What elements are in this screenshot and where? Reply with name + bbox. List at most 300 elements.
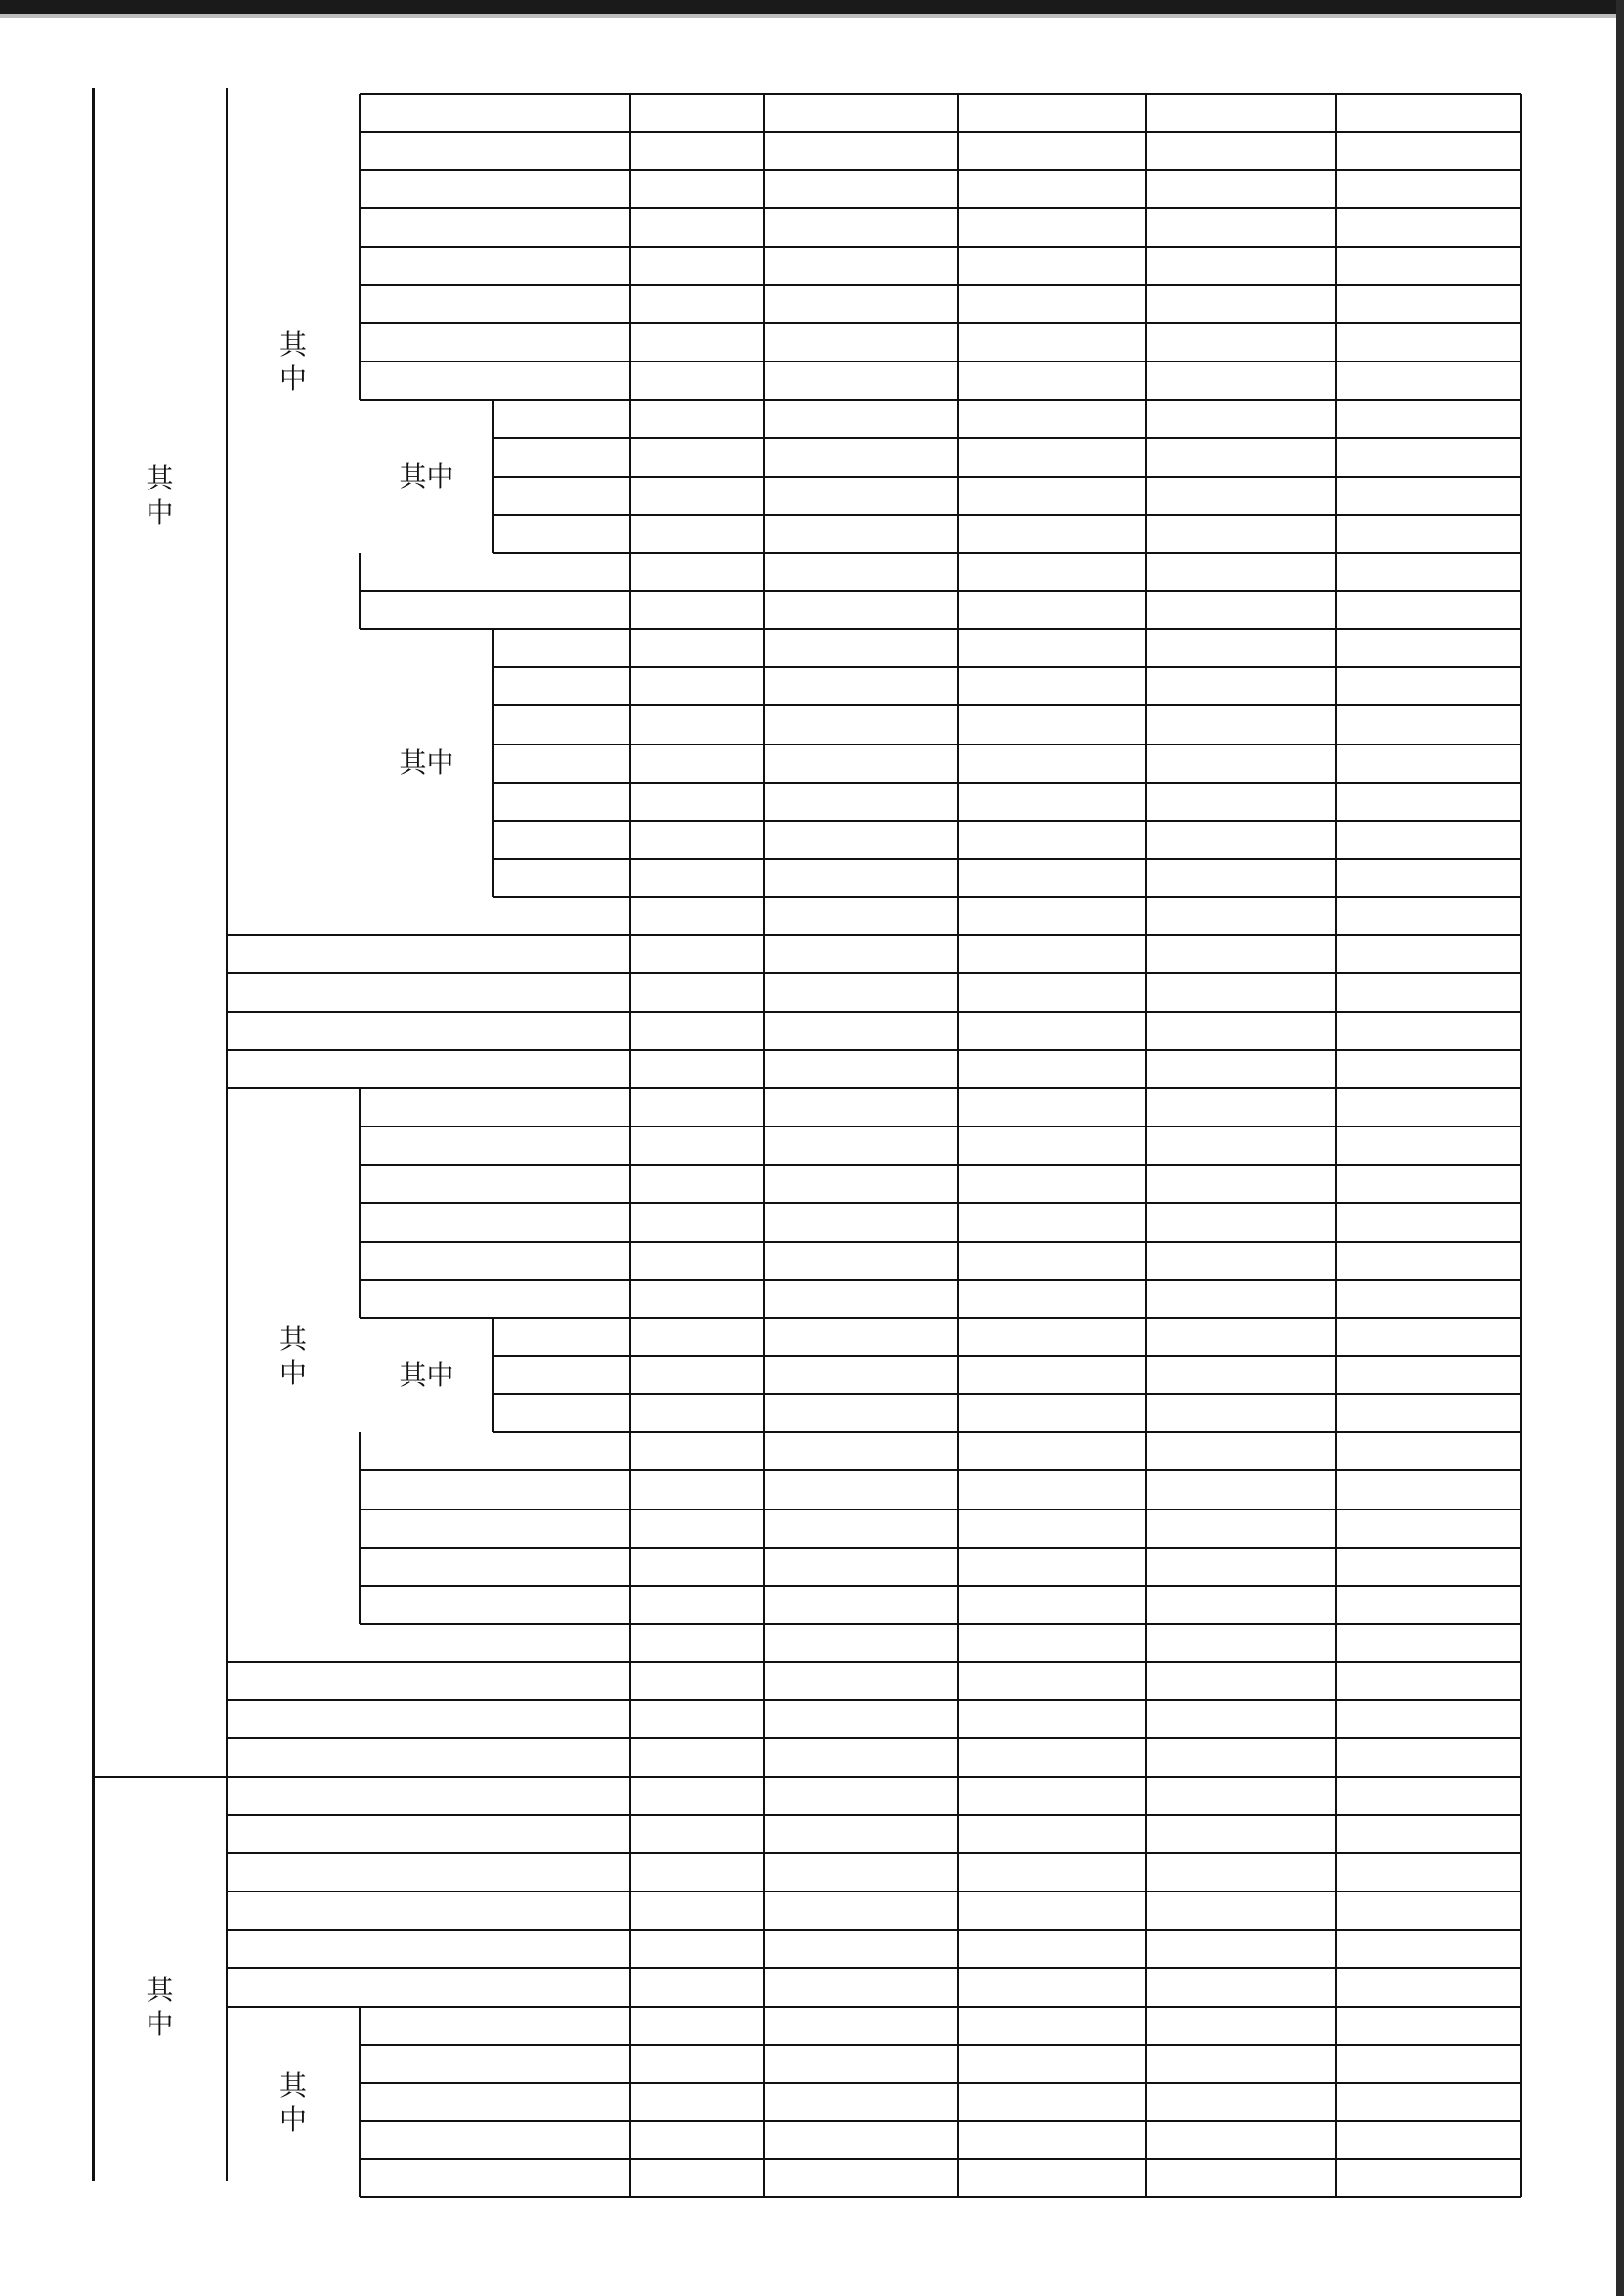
value-cell[interactable] — [1146, 1815, 1336, 1853]
row-label — [229, 897, 628, 935]
value-cell[interactable] — [764, 1470, 958, 1509]
row-label — [229, 973, 628, 1012]
value-cell[interactable] — [1146, 2121, 1336, 2159]
value-cell[interactable] — [1336, 935, 1521, 973]
value-cell[interactable] — [1146, 2159, 1336, 2197]
value-cell[interactable] — [1336, 705, 1521, 744]
value-cell[interactable] — [958, 1012, 1146, 1050]
value-cell[interactable] — [1336, 1280, 1521, 1318]
value-cell[interactable] — [1146, 361, 1336, 400]
value-cell[interactable] — [958, 208, 1146, 247]
row-label — [362, 1509, 628, 1548]
value-cell[interactable] — [764, 1548, 958, 1586]
row-line-number — [630, 1088, 764, 1127]
row-label — [495, 821, 628, 859]
row-label — [362, 1165, 628, 1203]
row-label — [362, 2045, 628, 2083]
value-cell[interactable] — [764, 705, 958, 744]
value-cell[interactable] — [764, 515, 958, 553]
value-cell[interactable] — [1146, 1509, 1336, 1548]
value-cell[interactable] — [764, 170, 958, 208]
value-cell[interactable] — [958, 744, 1146, 783]
value-cell[interactable] — [1146, 132, 1336, 170]
row-label — [229, 1853, 628, 1892]
value-cell[interactable] — [1336, 1548, 1521, 1586]
row-label — [229, 1892, 628, 1930]
row-label — [362, 2007, 628, 2045]
value-cell[interactable] — [764, 2007, 958, 2045]
value-cell[interactable] — [958, 2083, 1146, 2121]
value-cell[interactable] — [958, 1127, 1146, 1165]
value-cell[interactable] — [958, 2007, 1146, 2045]
value-cell[interactable] — [958, 1280, 1146, 1318]
value-cell[interactable] — [764, 1127, 958, 1165]
value-cell[interactable] — [958, 1930, 1146, 1968]
value-cell[interactable] — [958, 2159, 1146, 2197]
value-cell[interactable] — [958, 1203, 1146, 1242]
row-line-number — [630, 1777, 764, 1815]
value-cell[interactable] — [1336, 1012, 1521, 1050]
value-cell[interactable] — [1146, 208, 1336, 247]
value-cell[interactable] — [1336, 1165, 1521, 1203]
value-cell[interactable] — [764, 1242, 958, 1280]
value-cell[interactable] — [958, 1586, 1146, 1624]
row-line-number — [630, 1586, 764, 1624]
value-cell[interactable] — [1146, 2083, 1336, 2121]
value-cell[interactable] — [1336, 973, 1521, 1012]
value-cell[interactable] — [958, 477, 1146, 515]
row-label — [229, 1930, 628, 1968]
value-cell[interactable] — [764, 859, 958, 897]
row-label — [229, 1624, 628, 1662]
value-cell[interactable] — [1146, 1165, 1336, 1203]
value-cell[interactable] — [764, 1050, 958, 1088]
value-cell[interactable] — [1336, 515, 1521, 553]
value-cell[interactable] — [1336, 1432, 1521, 1470]
value-cell[interactable] — [764, 935, 958, 973]
value-cell[interactable] — [1146, 477, 1336, 515]
value-cell[interactable] — [1146, 553, 1336, 591]
value-cell[interactable] — [1336, 1050, 1521, 1088]
value-cell[interactable] — [764, 208, 958, 247]
value-cell[interactable] — [1146, 170, 1336, 208]
value-cell[interactable] — [764, 1700, 958, 1738]
value-cell[interactable] — [764, 94, 958, 132]
value-cell[interactable] — [1336, 1088, 1521, 1127]
value-cell[interactable] — [764, 2083, 958, 2121]
value-cell[interactable] — [1146, 1738, 1336, 1777]
row-line-number — [630, 1624, 764, 1662]
value-cell[interactable] — [1336, 667, 1521, 705]
row-label — [362, 1432, 628, 1470]
row-label — [229, 1968, 628, 2007]
qizhong-label: 其中 — [399, 747, 454, 778]
grid-line — [629, 94, 631, 2197]
value-cell[interactable] — [1146, 2045, 1336, 2083]
value-cell[interactable] — [958, 1700, 1146, 1738]
value-cell[interactable] — [958, 1662, 1146, 1700]
value-cell[interactable] — [1146, 705, 1336, 744]
row-line-number — [630, 553, 764, 591]
value-cell[interactable] — [1146, 1662, 1336, 1700]
row-line-number — [630, 2045, 764, 2083]
value-cell[interactable] — [1336, 1509, 1521, 1548]
value-cell[interactable] — [1146, 1050, 1336, 1088]
value-cell[interactable] — [958, 1088, 1146, 1127]
row-line-number — [630, 1700, 764, 1738]
value-cell[interactable] — [764, 1815, 958, 1853]
value-cell[interactable] — [764, 591, 958, 629]
value-cell[interactable] — [1146, 821, 1336, 859]
row-line-number — [630, 1470, 764, 1509]
row-line-number — [630, 1892, 764, 1930]
value-cell[interactable] — [1146, 438, 1336, 477]
value-cell[interactable] — [1146, 1242, 1336, 1280]
value-cell[interactable] — [958, 783, 1146, 821]
value-cell[interactable] — [1336, 361, 1521, 400]
row-label — [495, 629, 628, 667]
value-cell[interactable] — [764, 1280, 958, 1318]
value-cell[interactable] — [958, 2121, 1146, 2159]
value-cell[interactable] — [958, 515, 1146, 553]
value-cell[interactable] — [1146, 1470, 1336, 1509]
value-cell[interactable] — [1146, 1356, 1336, 1394]
value-cell[interactable] — [958, 361, 1146, 400]
value-cell[interactable] — [1336, 2121, 1521, 2159]
value-cell[interactable] — [958, 1853, 1146, 1892]
row-label — [362, 1586, 628, 1624]
value-cell[interactable] — [958, 1242, 1146, 1280]
value-cell[interactable] — [958, 1624, 1146, 1662]
value-cell[interactable] — [958, 1394, 1146, 1432]
row-label — [229, 1012, 628, 1050]
row-line-number — [630, 361, 764, 400]
value-cell[interactable] — [764, 1394, 958, 1432]
value-cell[interactable] — [1336, 1127, 1521, 1165]
value-cell[interactable] — [764, 1853, 958, 1892]
grid-line — [360, 2196, 1521, 2198]
value-cell[interactable] — [1336, 1624, 1521, 1662]
value-cell[interactable] — [958, 667, 1146, 705]
value-cell[interactable] — [764, 400, 958, 438]
row-label — [495, 515, 628, 553]
qizhong-char: 中 — [146, 497, 174, 528]
value-cell[interactable] — [1336, 170, 1521, 208]
value-cell[interactable] — [958, 1892, 1146, 1930]
value-cell[interactable] — [1336, 629, 1521, 667]
row-line-number — [630, 1548, 764, 1586]
row-label — [362, 247, 628, 285]
value-cell[interactable] — [958, 629, 1146, 667]
value-cell[interactable] — [1146, 1394, 1336, 1432]
value-cell[interactable] — [958, 132, 1146, 170]
value-cell[interactable] — [1146, 667, 1336, 705]
value-cell[interactable] — [1336, 2045, 1521, 2083]
value-cell[interactable] — [958, 591, 1146, 629]
qizhong-label: 其中 — [399, 460, 454, 491]
row-label — [495, 1318, 628, 1356]
row-line-number — [630, 285, 764, 323]
value-cell[interactable] — [764, 247, 958, 285]
value-cell[interactable] — [1336, 2083, 1521, 2121]
value-cell[interactable] — [958, 323, 1146, 361]
value-cell[interactable] — [1336, 477, 1521, 515]
row-label — [362, 2083, 628, 2121]
value-cell[interactable] — [1146, 323, 1336, 361]
value-cell[interactable] — [958, 1432, 1146, 1470]
value-cell[interactable] — [764, 783, 958, 821]
value-cell[interactable] — [1336, 247, 1521, 285]
value-cell[interactable] — [764, 2121, 958, 2159]
row-label — [362, 1127, 628, 1165]
value-cell[interactable] — [1146, 1318, 1336, 1356]
row-line-number — [630, 1127, 764, 1165]
row-line-number — [630, 591, 764, 629]
value-cell[interactable] — [958, 1548, 1146, 1586]
value-cell[interactable] — [1146, 1968, 1336, 2007]
value-cell[interactable] — [1336, 2007, 1521, 2045]
value-cell[interactable] — [958, 1318, 1146, 1356]
value-cell[interactable] — [1336, 1930, 1521, 1968]
qizhong-char: 中 — [278, 363, 307, 394]
qizhong-char: 其 — [278, 2069, 307, 2101]
row-label — [362, 361, 628, 400]
value-cell[interactable] — [1146, 1280, 1336, 1318]
value-cell[interactable] — [764, 438, 958, 477]
value-cell[interactable] — [1336, 400, 1521, 438]
row-label — [495, 1356, 628, 1394]
qizhong-char: 其 — [146, 1974, 174, 2005]
value-cell[interactable] — [958, 285, 1146, 323]
value-cell[interactable] — [1336, 553, 1521, 591]
value-cell[interactable] — [764, 1624, 958, 1662]
value-cell[interactable] — [764, 1165, 958, 1203]
value-cell[interactable] — [764, 285, 958, 323]
value-cell[interactable] — [764, 629, 958, 667]
value-cell[interactable] — [764, 1738, 958, 1777]
value-cell[interactable] — [764, 553, 958, 591]
row-line-number — [630, 170, 764, 208]
value-cell[interactable] — [764, 1356, 958, 1394]
value-cell[interactable] — [1146, 1853, 1336, 1892]
grid-line — [957, 94, 959, 2197]
row-line-number — [630, 323, 764, 361]
value-cell[interactable] — [1336, 285, 1521, 323]
value-cell[interactable] — [1336, 859, 1521, 897]
value-cell[interactable] — [958, 1356, 1146, 1394]
row-line-number — [630, 1968, 764, 2007]
value-cell[interactable] — [1146, 94, 1336, 132]
value-cell[interactable] — [1146, 783, 1336, 821]
row-line-number — [630, 1815, 764, 1853]
value-cell[interactable] — [1336, 783, 1521, 821]
value-cell[interactable] — [1146, 973, 1336, 1012]
value-cell[interactable] — [764, 667, 958, 705]
value-cell[interactable] — [764, 132, 958, 170]
row-label — [495, 705, 628, 744]
value-cell[interactable] — [1146, 744, 1336, 783]
value-cell[interactable] — [958, 170, 1146, 208]
value-cell[interactable] — [1336, 1203, 1521, 1242]
value-cell[interactable] — [764, 1586, 958, 1624]
value-cell[interactable] — [1336, 132, 1521, 170]
value-cell[interactable] — [1336, 744, 1521, 783]
row-line-number — [630, 1738, 764, 1777]
value-cell[interactable] — [764, 361, 958, 400]
qizhong-label — [93, 1815, 227, 2197]
value-cell[interactable] — [958, 1470, 1146, 1509]
value-cell[interactable] — [1146, 1012, 1336, 1050]
value-cell[interactable] — [1336, 208, 1521, 247]
value-cell[interactable] — [1146, 1127, 1336, 1165]
value-cell[interactable] — [1146, 1432, 1336, 1470]
row-label — [362, 553, 628, 591]
value-cell[interactable] — [1336, 1700, 1521, 1738]
value-cell[interactable] — [764, 2045, 958, 2083]
value-cell[interactable] — [764, 1968, 958, 2007]
row-line-number — [630, 1318, 764, 1356]
value-cell[interactable] — [764, 1318, 958, 1356]
value-cell[interactable] — [1146, 2007, 1336, 2045]
value-cell[interactable] — [958, 438, 1146, 477]
value-cell[interactable] — [1146, 285, 1336, 323]
value-cell[interactable] — [1336, 1892, 1521, 1930]
value-cell[interactable] — [958, 2045, 1146, 2083]
value-cell[interactable] — [958, 935, 1146, 973]
value-cell[interactable] — [1146, 629, 1336, 667]
row-line-number — [630, 935, 764, 973]
row-label — [495, 667, 628, 705]
value-cell[interactable] — [764, 897, 958, 935]
value-cell[interactable] — [764, 2159, 958, 2197]
value-cell[interactable] — [1336, 1815, 1521, 1853]
value-cell[interactable] — [958, 247, 1146, 285]
value-cell[interactable] — [764, 821, 958, 859]
value-cell[interactable] — [1146, 400, 1336, 438]
qizhong-label — [93, 94, 227, 897]
value-cell[interactable] — [1146, 1777, 1336, 1815]
value-cell[interactable] — [1336, 2159, 1521, 2197]
value-cell[interactable] — [1146, 247, 1336, 285]
row-line-number — [630, 1432, 764, 1470]
value-cell[interactable] — [764, 1012, 958, 1050]
value-cell[interactable] — [764, 1662, 958, 1700]
value-cell[interactable] — [1336, 323, 1521, 361]
qizhong-label — [227, 1088, 360, 1624]
value-cell[interactable] — [958, 973, 1146, 1012]
row-label — [362, 2159, 628, 2197]
value-cell[interactable] — [764, 323, 958, 361]
row-line-number — [630, 1394, 764, 1432]
row-label — [362, 1548, 628, 1586]
value-cell[interactable] — [958, 94, 1146, 132]
value-cell[interactable] — [1336, 1777, 1521, 1815]
value-cell[interactable] — [1336, 591, 1521, 629]
value-cell[interactable] — [764, 1777, 958, 1815]
value-cell[interactable] — [1336, 94, 1521, 132]
value-cell[interactable] — [1336, 1356, 1521, 1394]
grid-line — [763, 94, 765, 2197]
value-cell[interactable] — [764, 1930, 958, 1968]
value-cell[interactable] — [1146, 591, 1336, 629]
value-cell[interactable] — [764, 973, 958, 1012]
value-cell[interactable] — [764, 1088, 958, 1127]
value-cell[interactable] — [1336, 1662, 1521, 1700]
value-cell[interactable] — [1336, 1586, 1521, 1624]
value-cell[interactable] — [1146, 1088, 1336, 1127]
row-label — [362, 132, 628, 170]
value-cell[interactable] — [1336, 1968, 1521, 2007]
value-cell[interactable] — [1146, 1548, 1336, 1586]
value-cell[interactable] — [958, 1777, 1146, 1815]
row-label — [495, 438, 628, 477]
row-label — [362, 285, 628, 323]
value-cell[interactable] — [958, 1509, 1146, 1548]
value-cell[interactable] — [1336, 438, 1521, 477]
value-cell[interactable] — [1146, 859, 1336, 897]
qizhong-char: 中 — [146, 2008, 174, 2039]
value-cell[interactable] — [1336, 1242, 1521, 1280]
value-cell[interactable] — [1146, 515, 1336, 553]
value-cell[interactable] — [1336, 1853, 1521, 1892]
value-cell[interactable] — [1146, 1700, 1336, 1738]
row-line-number — [630, 744, 764, 783]
value-cell[interactable] — [764, 1203, 958, 1242]
row-line-number — [630, 94, 764, 132]
value-cell[interactable] — [958, 1165, 1146, 1203]
value-cell[interactable] — [764, 477, 958, 515]
value-cell[interactable] — [958, 553, 1146, 591]
row-line-number — [630, 1509, 764, 1548]
value-cell[interactable] — [958, 1050, 1146, 1088]
row-label — [229, 1662, 628, 1700]
value-cell[interactable] — [1336, 1318, 1521, 1356]
value-cell[interactable] — [1146, 897, 1336, 935]
row-line-number — [630, 2121, 764, 2159]
value-cell[interactable] — [1146, 1203, 1336, 1242]
value-cell[interactable] — [764, 1432, 958, 1470]
row-line-number — [630, 2159, 764, 2197]
value-cell[interactable] — [958, 1968, 1146, 2007]
value-cell[interactable] — [1336, 1394, 1521, 1432]
value-cell[interactable] — [1336, 1738, 1521, 1777]
row-line-number — [630, 1242, 764, 1280]
value-cell[interactable] — [958, 400, 1146, 438]
value-cell[interactable] — [1146, 935, 1336, 973]
value-cell[interactable] — [1146, 1930, 1336, 1968]
value-cell[interactable] — [764, 744, 958, 783]
value-cell[interactable] — [958, 821, 1146, 859]
row-line-number — [630, 897, 764, 935]
row-line-number — [630, 783, 764, 821]
value-cell[interactable] — [1146, 1624, 1336, 1662]
value-cell[interactable] — [764, 1509, 958, 1548]
value-cell[interactable] — [1336, 1470, 1521, 1509]
value-cell[interactable] — [1146, 1586, 1336, 1624]
value-cell[interactable] — [1146, 1892, 1336, 1930]
value-cell[interactable] — [764, 1892, 958, 1930]
value-cell[interactable] — [1336, 821, 1521, 859]
value-cell[interactable] — [958, 859, 1146, 897]
value-cell[interactable] — [958, 897, 1146, 935]
row-line-number — [630, 629, 764, 667]
row-line-number — [630, 477, 764, 515]
value-cell[interactable] — [1336, 897, 1521, 935]
value-cell[interactable] — [958, 705, 1146, 744]
value-cell[interactable] — [958, 1738, 1146, 1777]
value-cell[interactable] — [958, 1815, 1146, 1853]
qizhong-label — [227, 2007, 360, 2197]
